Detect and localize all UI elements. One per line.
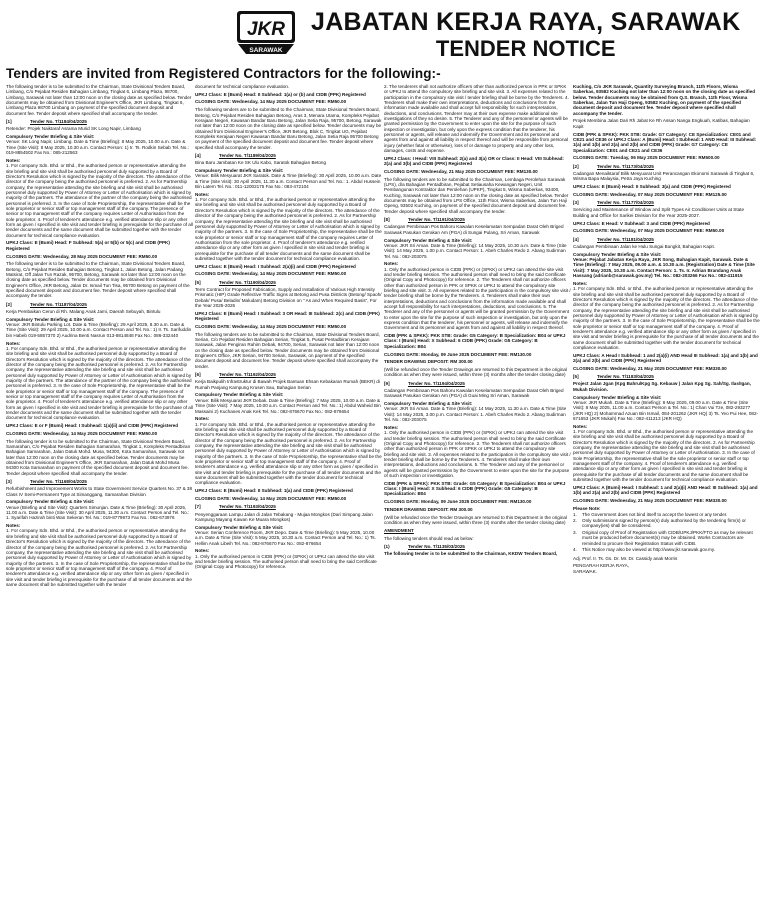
tender-4-ref — [195, 153, 382, 158]
amend-5-briefing-heading: Compulsory Tender Briefing & Site Visit: — [573, 394, 662, 400]
tender-1-notes-heading: Notes: — [6, 157, 21, 163]
tender-3-notes: 1. For company Sdn. Bhd. or Bhd., the authorised person or representative attending the site briefing and site visit shall be authorised personnel duly supported by a Board of Director's Resolution which is signed by the majority of the directors. The attendance of the director of the company being the authorised personnel is preferred. 2. As for Partnership company, the representative attending the site briefing and site visit shall be authorised personnel duly supported by Power of Attorney or Letter of Authorisation which is signed by majority of the partners. 3. In the case of Sole Proprietorship, the representative shall be the sole proprietor or senior staff or top management staff of the company. 4. Proof of tenderer's attendance e.g. verified attendance slip or any other form as given / specified in site visit and tender briefing is prerequisite for the purchase of all tender documents and the same document shall be submitted together with the tender — [6, 528, 193, 587]
tender-8-title: Cadangan Pembinaan Pos Bahoru Kawalan Keselamatan Sempadan Darat Oleh Briged Sarawak Pasukan Gerakan Am (PGA) di Sungai Pulang, Sri Aman, Sarawak — [384, 224, 564, 235]
tender-9-num: [9] — [384, 380, 390, 386]
amend-4-ref — [573, 237, 760, 242]
tender-6-notes-heading: Notes: — [195, 416, 210, 422]
tender-2-number: Tender No. T/1187/04/2025 — [30, 301, 87, 307]
tender-3-class: UPKJ Class: E (Bumi) Head: II Subhead: 1(a) or (b) and CIDB (PPK) Registered — [195, 91, 366, 97]
tender-7-notes-continued: 2. The tenderers shall not authorize officers other than authorized person in PPK or SPKK or UPKJ to attend the compulsory site briefing and site visit. 3. All expenses related to the participation in the compulsory site visit / tender briefing shall be borne by the Tenderers. 4. Tenderers shall make their own interpretations, deductions and conclusions from the information made available and shall accept full responsibility for such interpretations, deductions, and conclusions. Tenderer may at their own expense make additional site investigations of they so desire. 5. The Tenderer and any of the personnel or agents will be granted permission by the Government to enter upon the site for the purpose of such inspection or investigation, but only upon the express condition that the tenderer, his personnel or agents, will release and indemnify the Government and its personnel and agents from and against all liability in respect thereof and will be responsible from personal injury (whether fatal or otherwise), loss of or damage to property and any other loss, damages, costs and expense. — [384, 84, 569, 154]
intro-heading: Tenders are invited from Registered Contractors for the following:- — [6, 66, 441, 81]
please-note-item: 1. The Government does not bind itself to accept the lowest or any tender. — [573, 511, 728, 517]
tender-1-class: UPKJ Class: E (Bumi) Head: F Subhead: 5(a) or 5(b) or 5(c) and CIDB (PPK) Registered — [6, 240, 170, 251]
page-title: JABATAN KERJA RAYA, SARAWAK — [311, 8, 741, 36]
tender-7-ref — [195, 504, 382, 509]
tender-3-details: Venue (Briefing and Site Visit): Quarters Simunjan. Date & Time (Briefing): 30 April 2025, 11.00 a.m. Date & Time (Site Visit): 30 April 2025, 11.30 a.m. Contact Person and Tel. No.: 1. Syarifah Hazirah binti Wan Sekeran Tel. No.: 019-8779973 Fax No.: 082-673976 — [6, 504, 190, 521]
amend-3-num: [3] — [573, 200, 579, 206]
logo-text: JKR — [246, 19, 286, 40]
amendment-heading: AMENDMENT — [384, 528, 414, 534]
amend-4-num: [4] — [573, 236, 579, 242]
amend-5-class: UPKJ Class: A (Bumi) Head: I Subhead: 1 and 2(a)(i) AND Head: III Subhead: 1(a) and 1(b) and 2(a) and 2(b) and CIDB (PPK) Registered — [573, 484, 758, 496]
amend-5-notes-heading: Notes: — [573, 423, 588, 429]
amendment-num: (1) — [384, 543, 390, 549]
amendment-ref — [384, 544, 571, 549]
amend-3-title: Servicing and Maintenance of Window and Split Types Air Conditioner Units at State Building and Office for Sarikei Division for the Year 2025-2027. — [573, 207, 744, 218]
amend-5-number: Tender No. T/1183/04/2025 — [597, 374, 654, 380]
column-4 — [573, 84, 760, 896]
amend-5-closing: CLOSING DATE: Wednesday, 21 May 2025 DOCUMENT FEE: RM330.00 — [573, 497, 727, 503]
tender-4-number: Tender No. T/1189/04/2025 — [219, 152, 276, 158]
amend-4-notes: 1. For company Sdn. Bhd. or Bhd., the authorised person or representative attending the site briefing and site visit shall be authorised personnel duly supported by a Board of Director's Resolution which is signed by the majority of the directors. The attendance of the director of the company being the authorised personnel is preferred. 2. As for Partnership company, the representative attending the site briefing and site visit shall be authorised personnel duly supported by Power of Attorney or Letter of Authorisation which is signed by majority of the partners. 3. In the case of Sole Proprietorship, the representative shall be the sole proprietor or senior staff or top management staff of the company. 4. Proof of tenderer's attendance e.g. verified attendance slip or any other form as given / specified in site visit and tender briefing is prerequisite for the purchase of all tender documents and the same document shall be submitted together with the tender document for technical compliance evaluation. — [573, 286, 760, 350]
amend-5-title: Project Jalan Jgan (Kpg Bahru/Kpg Sg. Kebauw ) Jalan Kpg Sg. Sah/Sg. Ilas/Igan, Mukah Division. — [573, 381, 751, 392]
please-note-text: This Notice may also be viewed at http://www.jkr.sarawak.gov.my. — [582, 547, 716, 553]
amend-4-number: Tender No. T/1181/04/2025 — [597, 236, 654, 242]
amendment-title: Projek Membina Jalan Dari Rh Jabat Ke Rh Assan Nanga Engkuah, Katibas, Bahagian Kapit — [573, 118, 750, 129]
tender-3-num: [3] — [6, 478, 12, 484]
amend-4-title: Cadangan Pembinaan Jalan ke Hulu Sungai Bungkit, Bahagian Kapit. — [573, 243, 715, 249]
tender-1-num: [1] — [6, 119, 12, 125]
tender-4-notes: 1. For company Sdn. Bhd. or Bhd., the authorised person or representative attending the site briefing and site visit shall be authorised personnel duly supported by a Board of Director's Resolution which is signed by the majority of the directors. The attendance of the director of the company being the authorised personnel is preferred. 2. As for Partnership company, the representative attending the site briefing and site visit shall be authorised personnel duly supported by Power of Attorney or Letter of Authorisation which is signed by majority of the partners. 3. In the case of Sole Proprietorship, the representative shall be the sole proprietor or senior staff or top management staff of the company requires Letter of Authorisation from the sole proprietor. 4. Proof of tenderer's attendance e.g. verified attendance slip or any other form as given / specified in site visit and tender briefing is prerequisite for the purchase of all tender documents and the same document shall be submitted together with the tender document for technical compliance evaluation. — [195, 197, 382, 261]
amendment-number: Tender No. T/1135/03/2025 — [408, 543, 465, 549]
amendment-lead: The following tenders should read as below: — [384, 535, 474, 541]
tender-6-briefing-heading: Compulsory Tender Briefing & Site Visit: — [195, 392, 284, 398]
tender-3-ref — [6, 479, 193, 484]
please-note-text: Original copy of Proof of Registration with CIDB/UPKJ/PKK/FTO as may be relevant must be produced before document(s) may be obtained. Works Contractors are reminded to procure their Registration Status with CIDB. — [582, 529, 753, 546]
tender-8-closing: CLOSING DATE: Monday, 09 June 2025 DOCUMENT FEE: RM130.00 — [384, 351, 532, 357]
tender-8-notes: 1. Only the authorised person in CIDB (PPK) or (SPKK) or UPKJ can attend the site visit and tender briefing session. The authorised person shall need to bring the said Certificate (Original Copy and Photocopy) for reference. 2. The Tenderers shall not authorize officers other than authorized person in PPK or SPKK or UPKJ to attend the compulsory site briefing and site visit. 3. All expenses related to the participation in the compulsory site visit / tender briefing shall be borne by the Tenderers. 4. Tenderers shall make their own interpretations, deductions and conclusions from the information made available and shall accept full responsibility for such interpretations, deductions, and conclusions. 5. The Tenderer and any of the personnel or agents will be granted permission by the Government to enter upon the site for the purpose of such inspection or investigation, but only upon the express condition that the tenderer, his personnel or agents, will release and indemnify the Government and its personnel and agents from and against all liability in respect thereof. — [384, 266, 571, 331]
tender-2-ref — [6, 302, 193, 307]
tender-6-details: Venue: Bilik Mesyuarat JKR Debak. Date & Time (Briefing): 7 May 2025, 10.00 a.m. Date & Time (Site Visit): 7 May 2025, 10.00 a.m. Contact Person and Tel. No.: 1) Abdul Waheid Bin Massaini 2) Kuchanes Anak Kek Tel. No.: 082-876670 Fax No.: 082-876654 — [195, 397, 381, 414]
tender-4-title: Bina Baru Jambatan Ke SK Ulu Kabo, Saratok Bahagian Betong — [195, 160, 327, 166]
tender-6-notes: 1. For company Sdn. Bhd. or Bhd., the authorised person or representative attending the site briefing and site visit shall be authorised personnel duly supported by a Board of Director's Resolution which is signed by the majority of the directors. The attendance of the director of the company being the authorised personnel is preferred. 2. As for Partnership company, the representative attending the site briefing and site visit shall be authorised personnel duly supported by Power of Attorney or Letter of Authorisation which is signed by majority of the partners. 3. In the case of Sole Proprietorship, the representative shall be the sole proprietor or senior staff or top management staff of the company. 4. Proof of tenderer's attendance e.g. verified attendance slip or any other form as given / specified in site visit and tender briefing is prerequisite for the purchase of all tender documents and the same document shall be submitted together with the tender document for technical compliance evaluation. — [195, 421, 382, 486]
tender-7-briefing-heading: Compulsory Tender Briefing & Site Visit: — [195, 524, 284, 530]
tender-8-notes-heading: Notes: — [384, 261, 399, 267]
tender-4-notes-heading: Notes: — [195, 191, 210, 197]
tender-8-num: [8] — [384, 217, 390, 223]
jkr-logo — [236, 10, 296, 56]
signatory-name: Adj. Prof. Ir. Ts. Gs. Dr. Mr. Dr. Cassidy anak Morris — [573, 555, 678, 561]
tender-7-number: Tender No. T/1193/04/2025 — [219, 504, 276, 510]
amend-4-notes-heading: Notes: — [573, 280, 588, 286]
tender-6-number: Tender No. T/1192/04/2025 — [219, 372, 276, 378]
tender-6-class: UPKJ Class: E (Bumi) Head: II Subhead: 1(a) and CIDB (PPK) Registered — [195, 488, 353, 494]
notice-columns — [6, 84, 762, 896]
tender-6-num: [6] — [195, 372, 201, 378]
betong-lead: The following tender is to be submitted to the Chairman, State Divisional Tenders Board, Betong, C/o Pejabat Residen Bahagian Betong, Tingkat 1, Jalan Betong, Jalan Padang Matsirat, Off Jalan Tun Razak, 95700, Betong, Sarawak not later than 12:00 noon on the closing date as specified below. Tender documents may be obtained from Divisional Engineer's Office, JKR Betong, Jalan Dr. Ismail Tun Tisa, 95700 Betong on payment of the specified document deposit and document fee. Tender deposit where specified shall accompany the tender. — [6, 261, 190, 299]
column-1 — [6, 84, 193, 896]
tender-3-notes-continued: document for technical compliance evaluation. — [195, 84, 290, 89]
tender-1-notes: 1. For company Sdn. Bhd. or Bhd., the authorised person or representative attending the site briefing and site visit shall be authorised personnel duly supported by a Board of Director's Resolution which is signed by the majority of the directors. The attendance of the director of the company being the authorised personnel is preferred. 2. As for Partnership company, the representative attending the site briefing and site visit shall be authorised personnel duly supported by Power of Attorney or Letter of Authorisation which is signed by majority of the partners. The attendance of the partner of the company being the authorised personnel is preferred. 3. In the case of Sole Proprietorship, the representative shall be the sole proprietor or senior staff or top management staff of the company. The presence of senior or top management staff of the company requires Letter of Authorisation from the sole proprietor. 4. Proof of tenderer's attendance e.g. verified attendance slip or any other form as given / specified in site visit and tender briefing is prerequisite for the purchase of all tender documents and the same document shall be submitted together with the tender document for technical compliance evaluation. — [6, 163, 193, 238]
please-note-heading: Please Note: — [573, 506, 601, 512]
title-block — [311, 8, 740, 62]
tender-7-details: Venue: Serian Conference Room, JKR Depo. Date & Time (Briefing): 5 May 2025, 10.00 a.m. Date & Time (Site Visit): 5 May 2025, 10.30 a.m. Contact Person and Tel. No.: 1) Ts. Hellim Anak Libeih Tel. No.: 082-876670 Fax No.: 082-876654 — [195, 529, 376, 546]
tender-2-num: [2] — [6, 301, 12, 307]
tender-9-class: CIDB (PPK & SPKK): PKK STB: Grade: G5 Category: B Specialization: B04 or UPKJ Class: I (Bumi) Head: X Subhead: 6 CIDB (PPK) Grade: G5 Category: B Specialization: B04 — [384, 480, 566, 497]
tender-1-briefing-heading: Compulsory Tender Briefing & Site Visit: — [6, 134, 95, 140]
tender-2-details: Venue: JKR Bintulu Parking Lot. Date & Time (Briefing): 29 April 2025, 8.30 a.m. Date & Time (Site Visit): 29 April 2025, 10.00 a.m. Contact Person and Tel. No.: 1) Ir. Ts. Sarifuddin bin Habeb 019-5857370 2) Audrina Benti Nasrun 013-8814848 Fax No.: 086-332440 — [6, 322, 192, 338]
lps-lead: The following tenders are to be submitted to the Chairman, Lembaga Perolehan Sarawak (LPS), d/a Bahagian Pentadbiran, Pejabat Setiausaha Kewangan Negeri, Unit Pembangunan Kontraktor dan Perolehan (UPKP), Tingkat 5, Wisma Saberkas, 93400, Kuching, Sarawak not later than 12:00 noon on the closing date as specified below. Tender documents may be obtained from LPS Office, 11th Floor, Wisma Saberkas, Jalan Tun Haji Openg, 93502 Kuching, on payment of the specified document deposit and document fee. Tender deposit where specified shall accompany the tender. — [384, 176, 569, 214]
please-note-item: 2. Only submissions signed by person(s) duly authorised by the tendering firm(s) or company(ies) shall be considered. — [573, 518, 760, 529]
tender-4-closing: CLOSING DATE: Wednesday, 14 May 2025 DOCUMENT FEE: RM50.00 — [195, 271, 347, 277]
limbang-lead: The following tender is to be submitted to the Chairman, State Divisional Tenders Board, Limbang, C/o Pejabat Residen Bahagian Limbang, Tingkat 6, Limbang Plaza, 98700, Limbang, Sarawak not later than 12:00 noon on the closing date as specified below. Tender documents may be obtained from Divisional Engineer's Office, JKR Limbang, Tingkat 6, Limbang Plaza 98700 Limbang on payment of the specified document deposit and document fee. Tender deposit where specified shall accompany the tender. — [6, 84, 192, 116]
amendment-text: The following tender is to be submitted to the Chairman, KKDW Tenders Board, — [384, 551, 558, 557]
tender-7-notes: 1. Only the authorised person in CIDB (PPK) or (SPKK) or UPKJ can attend the site visit and tender briefing session. The authorised person shall need to bring the said Certificate (Original Copy and Photocopy) for reference. — [195, 553, 377, 570]
amend-5-notes: 1. For company Sdn. Bhd. or Bhd., the authorised person or representative attending the site briefing and site visit shall be authorised personnel duly supported by a Board of Director's Resolution which is signed by the majority of the directors. 2. As for Partnership company, the representative attending the site briefing and site visit shall be authorised personnel duly supported by Power of Attorney or Letter of Authorisation. 3. In the case of Sole Proprietorship, the representative shall be the sole proprietor or senior staff or top management staff of the company. 4. Proof of tenderer's attendance e.g. verified attendance slip or any other form as given / specified in site visit and tender briefing is prerequisite for the purchase of all tender documents and the same document shall be submitted together with the tender document for technical compliance evaluation. — [573, 428, 755, 483]
serian-lead: The following tenders are to be submitted to the Chairman, State Divisional Tenders Board, Serian, C/o Pejabat Residen Bahagian Serian, Tingkat 5, Pusat Pentadbiran Kerajaan Sarawak, Jalan Pengiran Rahim Debak, 94700, Serian, Sarawak not later than 12:00 noon on the closing date as specified below. Tender documents may be obtained from Divisional Engineer's Office, JKR Serian, 94700 Serian, Sarawak, on payment of the specified document deposit and document fee. Tender deposit where specified shall accompany the tender. — [195, 331, 380, 369]
amend-2-num: [2] — [573, 163, 579, 169]
tender-2-briefing-heading: Compulsory Tender Briefing & Site Visit: — [6, 316, 95, 322]
tender-8-briefing-heading: Compulsory Tender Briefing & Site Visit: — [384, 237, 473, 243]
tender-7-num: [7] — [195, 504, 201, 510]
tender-2-notes: 1. For company Sdn. Bhd. or Bhd., the authorised person or representative attending the site briefing and site visit shall be authorised personnel duly supported by a Board of Director's Resolution which is signed by the majority of the directors. The attendance of the director of the company being the authorised personnel is preferred. 2. As for Partnership company, the representative attending the site briefing and site visit shall be authorised personnel duly supported by Power of Attorney or Letter of Authorisation which is signed by majority of the partners. The attendance of the partner of the company being the authorised personnel is preferred. 3. In the case of Sole Proprietorship, the representative shall be the sole proprietor or senior staff or top management staff of the company. The presence of senior or top management staff of the company requires Letter of Authorisation from the sole proprietor. 4. Proof of tenderer's attendance e.g. verified attendance slip or any other form as given / specified in site visit and tender briefing is prerequisite for the purchase of all tender documents and the same document shall be submitted together with the tender document for technical compliance evaluation. — [6, 345, 193, 421]
amendment-class: CIDB (PPK & SPKK): PKK STB: Grade: G7 Category: CE Specialization: CE01 and CE21 and CE36 or UPKJ Class: A (Bumi) Head: I Subhead: 1 AND Head: III Subhead: 1(a) and 1(b) and 2(a) and 2(b) and CIDB (PPK) Grade: G7 Category: CE Specialization: CE01 and CE21 and CE36 — [573, 131, 757, 153]
tender-9-deposit-note: (Will be refunded once the Tender Drawings are returned to this Department in the original condition as when they were issued, within three (3) months after the tender closing date) — [384, 514, 567, 525]
tender-3-notes-heading: Notes: — [6, 523, 21, 529]
please-note-text: Only submissions signed by person(s) duly authorised by the tendering firm(s) or company(ies) shall be considered. — [582, 518, 746, 529]
tender-4-briefing-heading: Compulsory Tender Briefing & Site Visit: — [195, 168, 284, 174]
amend-2-closing: CLOSING DATE: Wednesday, 07 May 2025 DOCUMENT FEE: RM125.00 — [573, 191, 727, 197]
tender-7-title: Penyenggaraan Lampu Jalan di Jalan Tebakang - Mujaa Mongkos (Dari Simpang Jalan Kampung Mayang Kawan Ke Muara Mongkos) — [195, 511, 373, 522]
please-note-item: 4. This Notice may also be viewed at http://www.jkr.sarawak.gov.my. — [573, 547, 716, 553]
tender-9-deposit: TENDER DRAWING DEPOSIT: RM 300.00 — [384, 506, 473, 512]
column-2 — [195, 84, 382, 896]
amend-3-ref — [573, 200, 760, 205]
column-3 — [384, 84, 571, 896]
tender-8-number: Tender No. T/1191/04/2025 — [408, 217, 465, 223]
amend-4-closing: CLOSING DATE: Wednesday, 21 May 2025 DOCUMENT FEE: RM330.00 — [573, 365, 727, 371]
tender-1-ref — [6, 119, 193, 124]
amend-5-details: Venue: JKR Mukah. Date & Time (Briefing): 8 May 2025, 09.00 a.m. Date & Time (Site Visit): 8 May 2025, 11.00 a.m. Contact Person & Tel. No.: 1) Chan Vui Tze, 082-293277 (JKR HQ) 2) Mohammad Azuan Bin Ismail, 084-201262 (JKR HQ) 3) Ts. Yeo Pui Hee, 082-671653 (JKR Mukah) Fax No.: 082-411213 (JKR HQ) — [573, 399, 759, 421]
tender-1-details: Venue: SK Long Napir, Limbang. Date & Time (Briefing): 8 May 2025, 10.00 a.m. Date & Time (Site Visit): 8 May 2025, 10.30 a.m. Contact Person: 1) Ir. Ts. Rodkin Sebab Tel. No.: 019-8854502 Fax No.: 085-212563 — [6, 139, 189, 156]
amend-2-title: Cadangan Menaiktaraf Bilik Mesyuarat Unit Perancangan Ekonomi Sarawak di Tingkat 6, Wisma Bapa Malaysia, Petra Jaya Kuching — [573, 170, 755, 182]
tender-5-num: [5] — [195, 279, 201, 285]
tender-2-title: Kerja Pembaikan Cerun di Rh. Malang Anak Jami, Daerah Sebuyah, Bintulu — [6, 309, 161, 315]
amendment-closing: CLOSING DATE: Tuesday, 06 May 2025 DOCUMENT FEE: RM500.00 — [573, 155, 720, 161]
kkdw-lead: Kuching, C/o JKR Sarawak, Quantity Surveying Branch, 11th Floors, Wisma Saberkas, 93582 Kuching not later than 12:00 noon on the closing date as specified below. Tender documents may be obtained from Q.S. Branch, 11th Floor, Wisma Saberkas, Jalan Tun Haji Openg, 93582 Kuching, on payment of the specified document deposit and document fee. Tender deposit where specified shall accompany the tender. — [573, 84, 756, 116]
tender-6-title: Kerja Baikpulih Infrastruktur di Bawah Projek Bantuan Ehsan Kebakaran Rumah (BEKR) di Rumah Panjang Kampung Krusen Sau, Bahagian Serian — [195, 379, 380, 390]
tender-5-closing: CLOSING DATE: Wednesday, 14 May 2025 DOCUMENT FEE: RM50.00 — [195, 323, 347, 329]
please-note-text: The Government does not bind itself to accept the lowest or any tender. — [582, 511, 728, 517]
tender-6-ref — [195, 372, 382, 377]
notice-header — [6, 4, 762, 70]
tender-9-briefing-heading: Compulsory Tender Briefing & Site Visit: — [384, 401, 473, 407]
tender-5-ref — [195, 280, 382, 285]
tender-2-closing: CLOSING DATE: Wednesday, 14 May 2025 DOCUMENT FEE: RM50.00 — [6, 430, 158, 436]
tender-9-ref — [384, 381, 571, 386]
tender-8-details: Venue: JKR Sri Aman. Date & Time (Briefing): 14 May 2025, 10.30 a.m. Date & Time (Site Visit): 14 May 2025, 1.00 p.m. Contact Person: 1. Abeh Charles Redo 2. Abang Sudirman Tel. No.: 082-203075 — [384, 242, 567, 259]
tender-3-closing: CLOSING DATE: Wednesday, 14 May 2025 DOCUMENT FEE: RM50.00 — [195, 99, 347, 105]
tender-1-closing: CLOSING DATE: Wednesday, 28 May 2025 DOCUMENT FEE: RM50.00 — [6, 253, 158, 259]
amend-5-num: [5] — [573, 374, 579, 380]
tender-9-notes: 1. Only the authorised person in CIDB (PPK) or (SPKK) or UPKJ can attend the site visit and tender briefing session. The authorised person shall need to bring the said Certificate (Original Copy and Photocopy) for reference. 2. The Tenderers shall not authorize officers other than authorized person in PPK or SPKK or UPKJ to attend the compulsory site briefing and site visit. 3. All expenses related to the participation in the compulsory site visit / tender briefing shall be borne by the Tenderers. 4. Tenderers shall make their own interpretations, deductions and conclusions. 5. The Tenderer and any of the personnel or agents will be granted permission by the Government to enter upon the site for the purpose of such inspection or investigation. — [384, 430, 571, 478]
tender-5-class: UPKJ Class: E (Bumi) Head: I Subhead: 3 OR Head: III Subhead: 2(c) and CIDB (PPK) Registered — [195, 310, 380, 322]
tender-7-closing: CLOSING DATE: Wednesday, 21 May 2025 DOCUMENT FEE: RM130.00 — [384, 168, 538, 174]
tender-9-title: Cadangan Pembinaan Pos Bahoru Kawalan Keselamatan Sempadan Darat Oleh Briged Sarawak Pasukan Gerakan Am (PGA) di Guai Ming Sri Aman, Sarawak — [384, 388, 564, 399]
tender-9-details: Venue: JKR Sri Aman. Date & Time (Briefing): 14 May 2025, 11.30 a.m. Date & Time (Site Visit): 14 May 2025, 3.00 p.m. Contact Person: 1. Abeh Charles Redo 2. Abang Sudirman Tel. No.: 082-203075 — [384, 406, 567, 423]
tender-9-notes-heading: Notes: — [384, 424, 399, 430]
tender-5-title: Term Contract for Proposed Fabrication, Supply and Installation of Various High Intensity Prismatic (HIP) Grade Reflective Traffic Signs at Betong and Pusa Districts (Betong/ Spaoh/ Debak/ Pusa/ Beladin/ Maludam) Betong Division on " As and When Required Basis", For the Year 2025-2026 — [195, 287, 382, 309]
tender-8-ref — [384, 217, 571, 222]
logo-subtext: SARAWAK — [249, 47, 283, 54]
signatory-title: PENGARAH KERJA RAYA, — [573, 563, 629, 569]
tender-9-closing: CLOSING DATE: Monday, 09 June 2025 DOCUMENT FEE: RM130.00 — [384, 499, 532, 505]
amend-3-closing: CLOSING DATE: Wednesday, 07 May 2025 DOCUMENT FEE: RM50.00 — [573, 228, 725, 234]
amend-4-briefing-heading: Compulsory Tender Briefing & Site Visit: — [573, 251, 662, 257]
page-subtitle: TENDER NOTICE — [435, 36, 616, 61]
amend-2-class: UPKJ Class: E (Bumi) Head: II Subhead: 3(a) and CIDB (PPK) Registered — [573, 184, 731, 190]
tender-2-class: UPKJ Class: E or F (Bumi) Head: I Subhead: 1(a)(ii) and CIDB (PPK) Registered — [6, 423, 179, 429]
tender-4-class: UPKJ Class: E (Bumi) Head: I Subhead: 2(a)(i) and CIDB (PPK) Registered — [195, 263, 356, 269]
tender-7-notes-heading: Notes: — [195, 548, 210, 554]
betong-lead-2: The following tenders are to be submitted to the Chairman, State Divisional Tenders Board, Betong, C/o Pejabat Residen Bahagian Betong, Aras 3, Menara Utama, Kompleks Pejabat Kerajaan Negeri, Kawasan Bandar Baru Betong, Jalan Setia Raja, 95700, Betong, Sarawak not later than 12:00 noon on the closing date as specified below. Tender documents may be obtained from Divisional Engineer's Office, JKR Betong, Blok C, Tingkat UG, Pejabat Kompleks Kerajaan Negeri Kawasan Bandar Baru Betong, Jalan Setia Raja 95700 Betong on payment of the specified document deposit and document fee. Tender deposit where specified shall accompany the tender. — [195, 107, 382, 150]
amend-2-ref — [573, 164, 760, 169]
tender-3-briefing-heading: Compulsory Tender Briefing & Site Visit: — [6, 499, 95, 505]
tender-2-notes-heading: Notes: — [6, 340, 21, 346]
amend-2-number: Tender No. T/1173/04/2025 — [597, 163, 654, 169]
amend-4-details: Venue: Pejabat Jabatan Kerja Raya, JKR Song, Bahagian Kapit, Sarawak. Date & Time (Briefing): 7 May 2025, 09.00 a.m. & 10.30 a.m. (Registration) Date & Time (Site Visit): 7 May 2025, 10.30 a.m. Contact Person: 1. Ts. Ir. Adrian Brandang Anak Hassang (adrianb@sarawak.gov.my) Tel. No.: 082-203266 Fax No.: 082-411915 — [573, 257, 755, 279]
please-note-item: 3. Original copy of Proof of Registration with CIDB/UPKJ/PKK/FTO as may be relevant must be produced before document(s) may be obtained. Works Contractors are reminded to procure their Registration Status with CIDB. — [573, 530, 760, 546]
tender-8-deposit: TENDER DRAWING DEPOSIT: RM 300.00 — [384, 359, 473, 365]
tender-4-num: [4] — [195, 152, 201, 158]
amend-4-class: UPKJ Class: A Head I Subhead: 1 and 2(a)(i) AND Head III Subhead: 1(a) and 1(b) and 2(a) and 2(b) and CIDB (PPK) Registered — [573, 352, 758, 364]
tender-1-title: Retender: Projek Naiktaraf Asrama Murid SK Long Napir, Limbang — [6, 126, 141, 132]
tender-5-number: Tender No. T/1190/04/2025 — [219, 279, 276, 285]
tender-4-details: Venue: Bilik Mesyuarat JKR Saratok. Date & Time (Briefing): 30 April 2025, 10.00 a.m. Date & Time (Site Visit): 30 April 2025, 11.30 a.m. Contact Person and Tel. No.: 1. Abdul Hussein Bin Latem Tel. No.: 011-12002175 Fax No.: 083-472104 — [195, 173, 382, 190]
tender-8-deposit-note: (Will be refunded once the Tender Drawings are returned to this Department in the original condition as when they were issued, within three (3) months after the tender closing date) — [384, 367, 567, 378]
tender-1-number: Tender No. T/1184/04/2025 — [30, 119, 87, 125]
tender-7-class: UPKJ Class: I Head: VIII Subhead: 2(a) and 3(a) OR or Class: II Head: VIII Subhead: 2(a) and 3(b) and CIDB (PPK) Registered — [384, 155, 564, 167]
tender-8-class: CIDB (PPK & SPKK): PKK STB: Grade: G5 Category: B Specialization: B04 or UPKJ Class: I (Bumi) Head: X Subhead: 6 CIDB (PPK) Grade: G5 Category: B Specialization: B04 — [384, 333, 566, 349]
amend-5-ref — [573, 374, 760, 379]
signatory-place: SARAWAK. — [573, 568, 597, 574]
tender-9-number: Tender No. T/1194/04/2025 — [408, 380, 465, 386]
amend-3-number: Tender No. T/1177/04/2025 — [597, 200, 654, 206]
samarahan-lead: The following tender is to be submitted to the Chairman, State Divisional Tenders Board, Samarahan, C/o Pejabat Residen Bahagian Samarahan, Tingkat 1, Kompleks Pentadbiran Bahagian Samarahan, Jalan Datuk Mohd. Musa, 94300, Kota Samarahan, Sarawak not later than 12:00 noon on the closing date as specified below. Tender documents may be obtained from Divisional Engineer's Office, JKR Samarahan, Jalan Datuk Mohd Musa 94300 Kota Samarahan on payment of the specified document deposit and document fee. Tender deposit where specified shall accompany the tender. — [6, 438, 191, 476]
tender-6-closing: CLOSING DATE: Wednesday, 14 May 2025 DOCUMENT FEE: RM50.00 — [195, 495, 347, 501]
tender-3-number: Tender No. T/1168/04/2025 — [30, 478, 87, 484]
tender-3-title: Refurbishment and Improvement Works to State Government Service Quarters No. 37 & 38 Class IV Semi-Permanent Type at Simanggang, Samarahan Division — [6, 486, 193, 497]
amend-3-class: UPKJ Class: E Head: V Subhead: 3 and CIDB (PPK) Registered — [573, 220, 710, 226]
